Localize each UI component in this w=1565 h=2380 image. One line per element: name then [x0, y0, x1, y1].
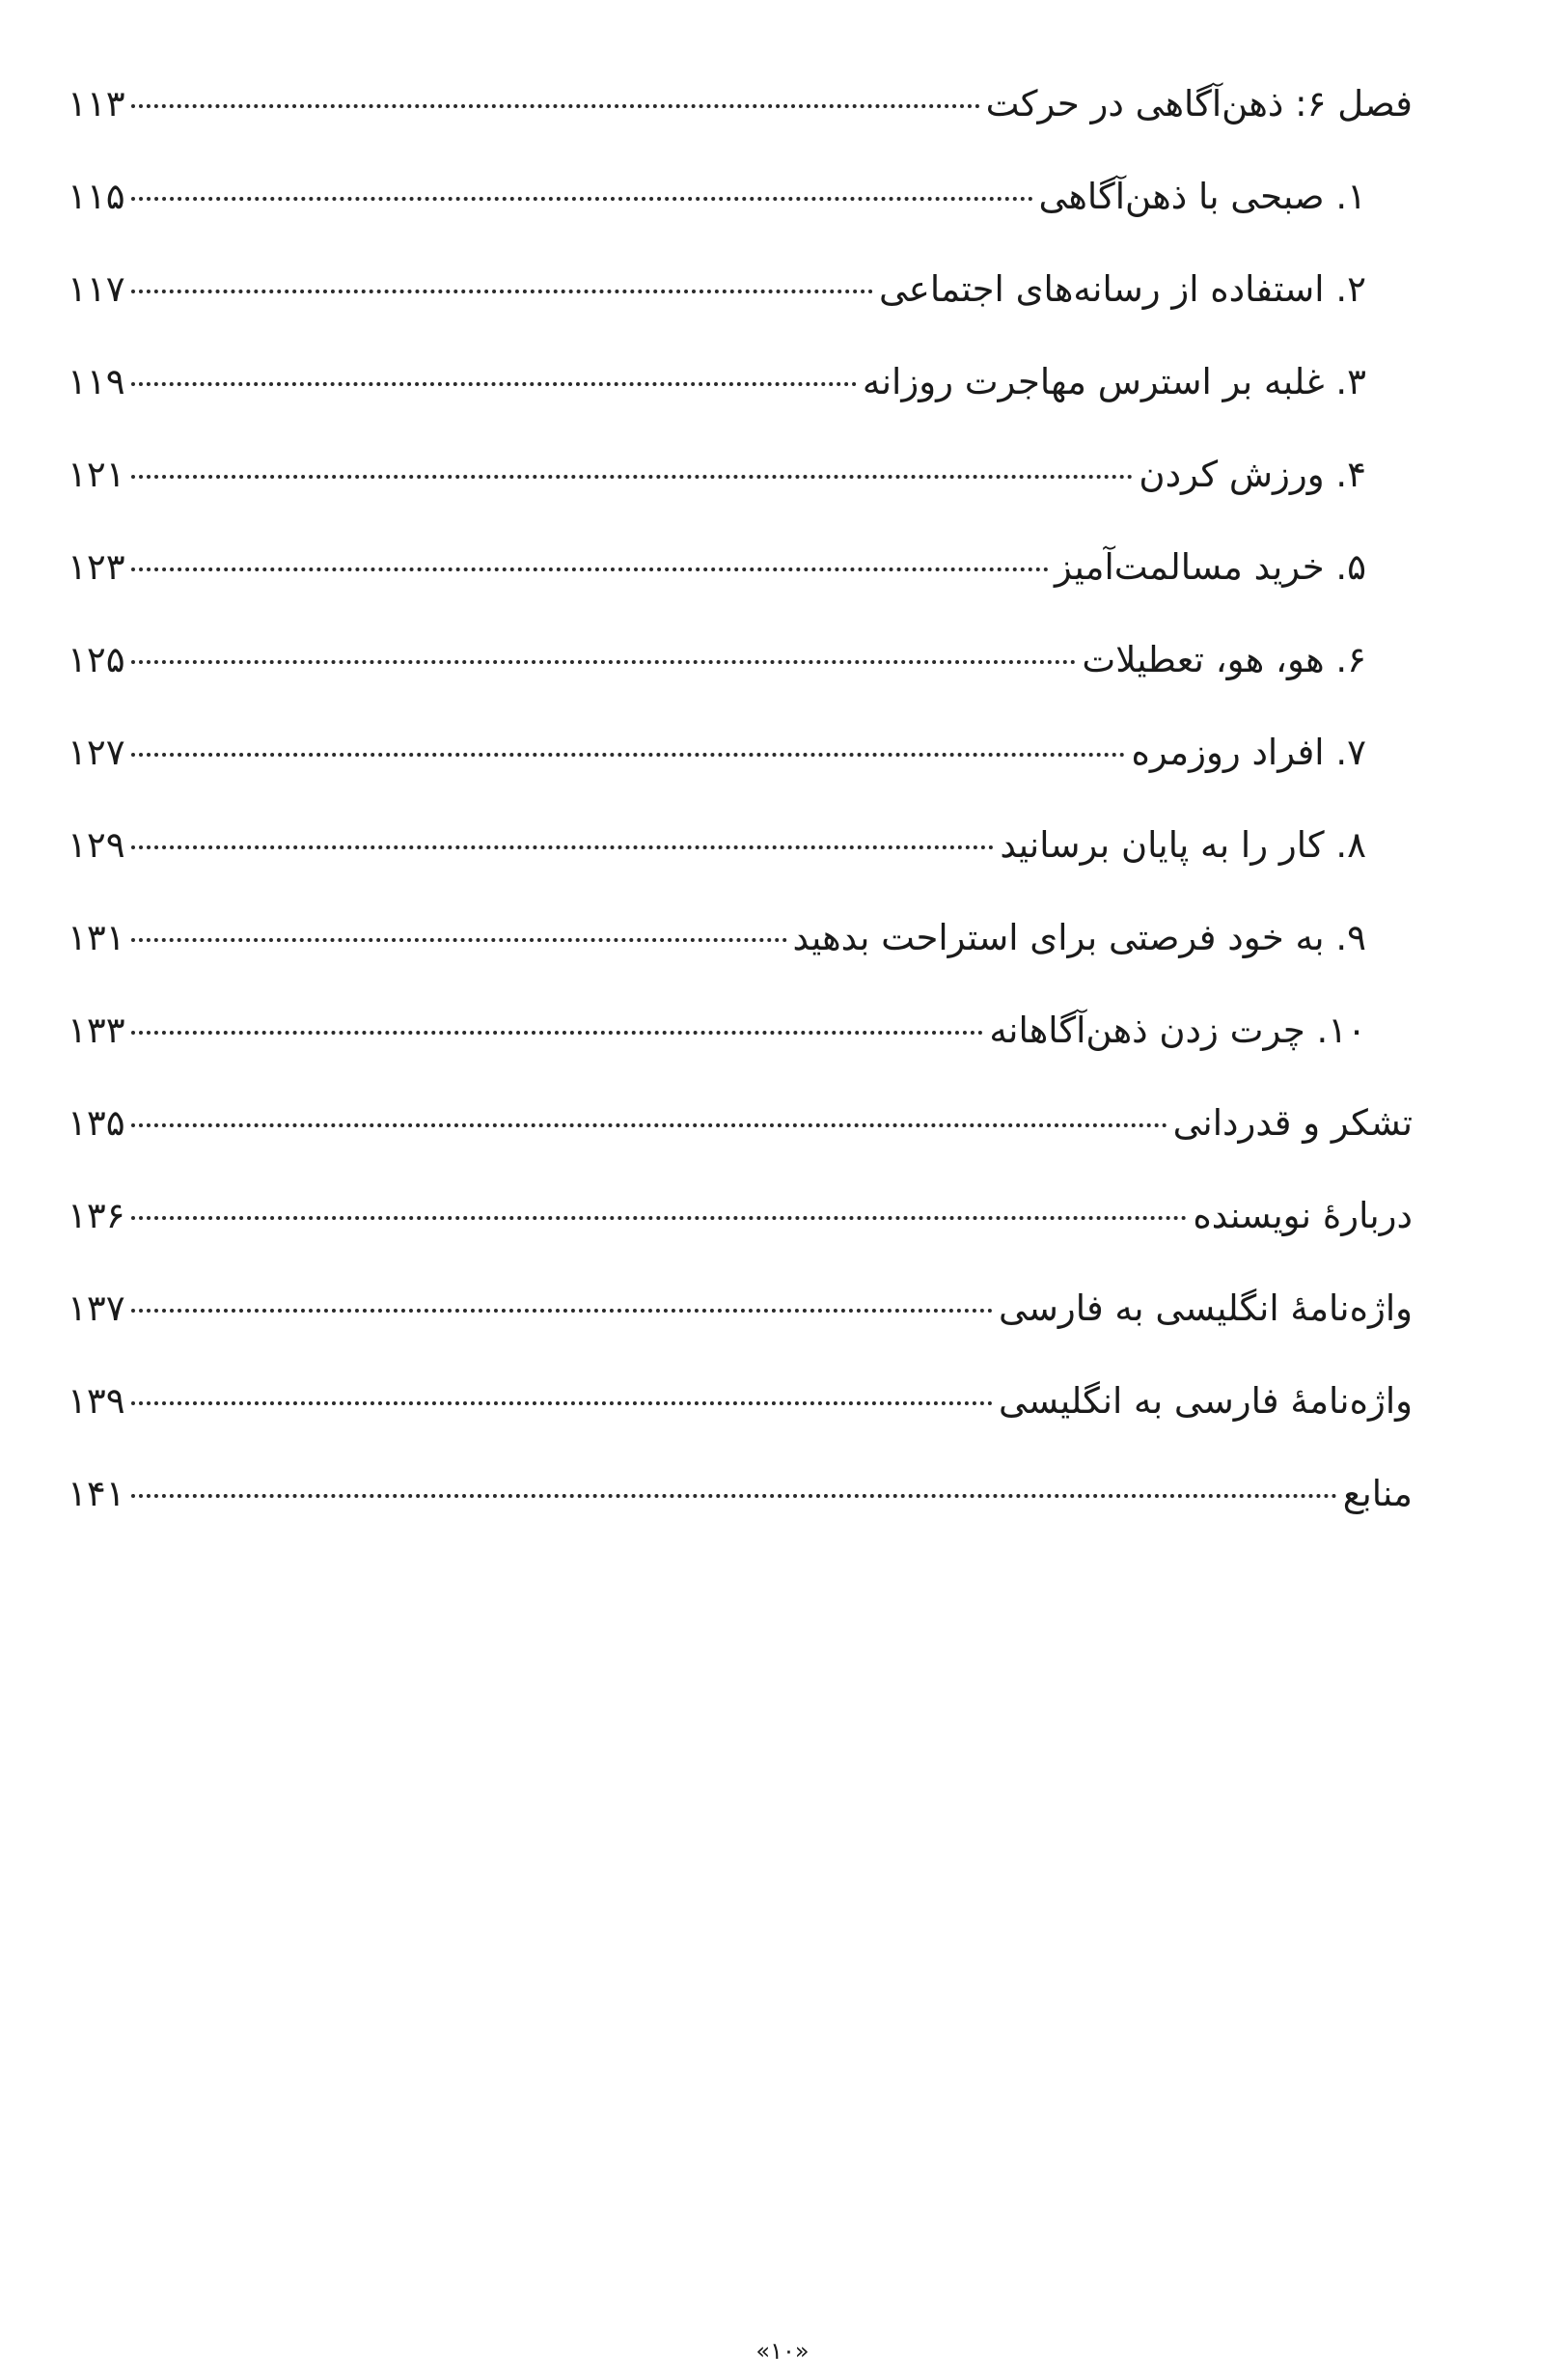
toc-entry-title: فصل ۶: ذهن‌آگاهی در حرکت — [985, 83, 1413, 125]
page-number: «۱۰» — [755, 2338, 810, 2365]
toc-entry-title: ۸. کار را به پایان برسانید — [1000, 824, 1366, 866]
toc-entry-page: ۱۳۳ — [68, 1010, 125, 1051]
toc-entry-glossary-fa-en — [68, 1372, 1413, 1430]
toc-entry — [68, 816, 1413, 874]
toc-entry-references — [68, 1465, 1413, 1523]
toc-entry — [68, 909, 1413, 967]
dot-leader — [131, 197, 1033, 201]
toc-entry — [68, 539, 1413, 596]
toc-entry-page: ۱۳۵ — [68, 1102, 125, 1144]
toc-entry-acknowledgements — [68, 1094, 1413, 1152]
toc-entry-page: ۱۲۹ — [68, 824, 125, 866]
dot-leader — [131, 567, 1049, 571]
toc-entry-page: ۱۲۱ — [68, 454, 125, 495]
toc-entry-title: واژه‌نامۀ انگلیسی به فارسی — [999, 1287, 1413, 1329]
toc-entry-title: ۶. هو، هو، تعطیلات — [1082, 639, 1366, 680]
toc-entry-title: منابع — [1342, 1473, 1413, 1514]
dot-leader — [131, 290, 873, 293]
toc-entry-page: ۱۳۱ — [68, 917, 125, 958]
dot-leader — [131, 382, 857, 386]
toc-entry-page: ۱۳۷ — [68, 1287, 125, 1329]
table-of-contents — [68, 75, 1413, 1542]
toc-entry — [68, 631, 1413, 689]
toc-entry-title: ۱. صبحی با ذهن‌آگاهی — [1038, 176, 1366, 217]
dot-leader — [131, 475, 1134, 479]
toc-entry — [68, 353, 1413, 411]
dot-leader — [131, 1031, 984, 1035]
toc-entry — [68, 446, 1413, 504]
toc-entry-page: ۱۱۷ — [68, 268, 125, 310]
toc-entry-title: ۹. به خود فرصتی برای استراحت بدهید — [792, 917, 1366, 958]
dot-leader — [131, 1494, 1337, 1498]
dot-leader — [131, 753, 1126, 757]
toc-entry-title: ۷. افراد روزمره — [1131, 732, 1366, 773]
toc-entry — [68, 1002, 1413, 1060]
toc-entry-page: ۱۳۶ — [68, 1195, 125, 1236]
toc-entry-chapter-6 — [68, 75, 1413, 133]
toc-entry-title: ۱۰. چرت زدن ذهن‌آگاهانه — [989, 1010, 1366, 1051]
dot-leader — [131, 1401, 993, 1405]
toc-entry — [68, 168, 1413, 226]
toc-entry-page: ۱۱۳ — [68, 83, 125, 125]
toc-entry-page: ۱۱۹ — [68, 361, 125, 402]
dot-leader — [131, 660, 1077, 664]
toc-entry-glossary-en-fa — [68, 1280, 1413, 1338]
toc-entry-title: ۴. ورزش کردن — [1139, 454, 1366, 495]
dot-leader — [131, 104, 980, 108]
toc-entry-page: ۱۲۵ — [68, 639, 125, 680]
toc-entry-title: ۳. غلبه بر استرس مهاجرت روزانه — [862, 361, 1366, 402]
toc-entry-page: ۱۲۳ — [68, 546, 125, 588]
toc-entry — [68, 724, 1413, 782]
toc-entry — [68, 261, 1413, 318]
dot-leader — [131, 845, 995, 849]
toc-entry-page: ۱۳۹ — [68, 1380, 125, 1422]
toc-entry-title: واژه‌نامۀ فارسی به انگلیسی — [999, 1380, 1413, 1422]
dot-leader — [131, 1309, 993, 1313]
toc-entry-title: ۲. استفاده از رسانه‌های اجتماعی — [878, 268, 1366, 310]
toc-entry-title: دربارۀ نویسنده — [1193, 1195, 1413, 1236]
toc-entry-page: ۱۲۷ — [68, 732, 125, 773]
dot-leader — [131, 1216, 1188, 1220]
toc-entry-title: تشکر و قدردانی — [1172, 1102, 1413, 1144]
toc-entry-page: ۱۴۱ — [68, 1473, 125, 1514]
toc-entry-about-author — [68, 1187, 1413, 1245]
dot-leader — [131, 938, 787, 942]
toc-entry-title: ۵. خرید مسالمت‌آمیز — [1055, 546, 1366, 588]
toc-entry-page: ۱۱۵ — [68, 176, 125, 217]
dot-leader — [131, 1123, 1167, 1127]
